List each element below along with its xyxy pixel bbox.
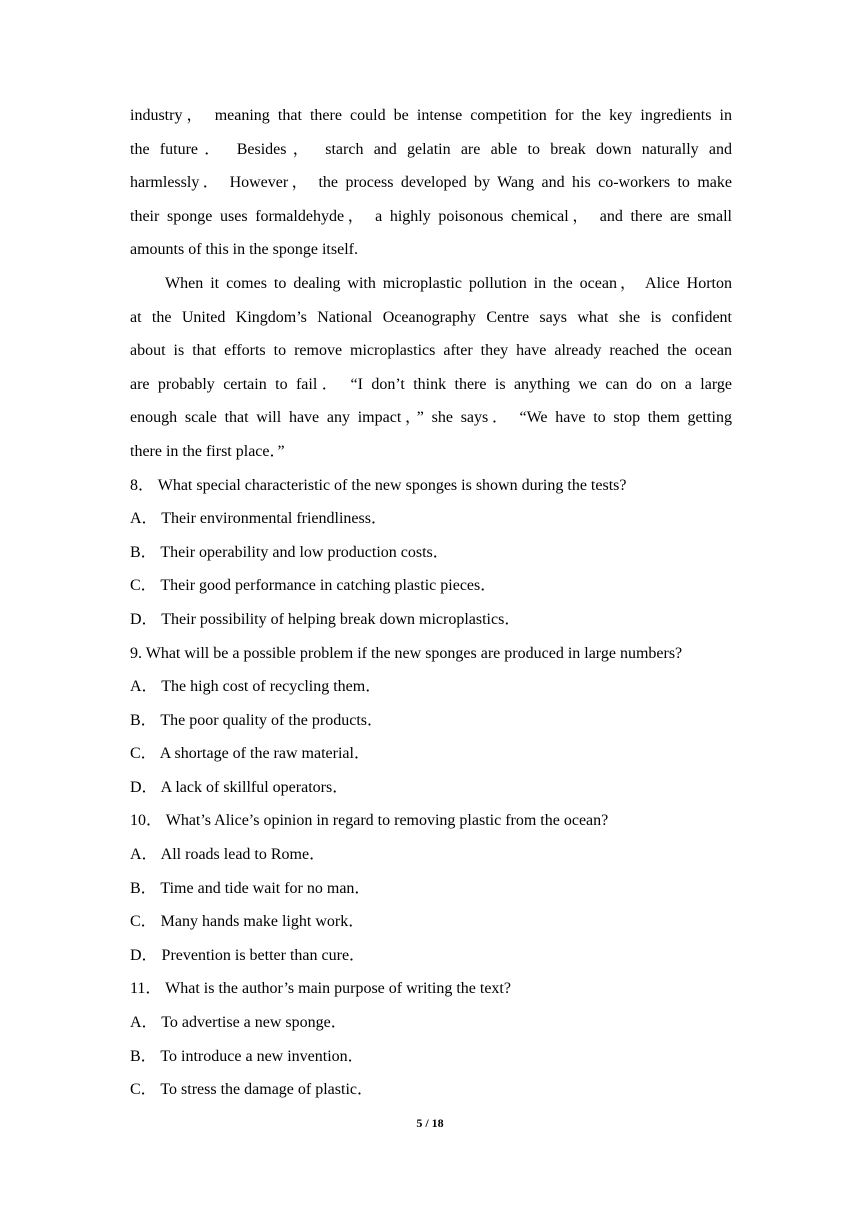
option-a: A． The high cost of recycling them．: [130, 678, 382, 696]
question-stem: 8． What special characteristic of the new sponges is shown during the tests?: [130, 476, 627, 494]
passage-line: about is that efforts to remove microplastics after they have already reached the ocean: [130, 342, 732, 360]
page-number: 5 / 18: [416, 1116, 444, 1130]
passage-line: their sponge uses formaldehyde， a highly poisonous chemical， and there are small: [130, 207, 732, 225]
page-content: [130, 99, 732, 1107]
passage-line: are probably certain to fail． “I don’t think there is anything we can do on a large: [130, 375, 732, 393]
option-c: C． Their good performance in catching plastic pieces．: [130, 577, 497, 595]
option-c: C． A shortage of the raw material．: [130, 745, 370, 763]
question-stem: 11． What is the author’s main purpose of writing the text?: [130, 980, 511, 998]
option-b: B． Time and tide wait for no man．: [130, 879, 371, 897]
passage-line: enough scale that will have any impact，” she says． “We have to stop them getting: [130, 409, 732, 427]
passage-line: the future． Besides， starch and gelatin are able to break down naturally and: [130, 140, 732, 158]
option-b: B． The poor quality of the products．: [130, 711, 384, 729]
option-c: C． Many hands make light work．: [130, 913, 365, 931]
passage-line: at the United Kingdom’s National Oceanography Centre says what she is confident: [130, 308, 732, 326]
option-b: B． To introduce a new invention．: [130, 1047, 364, 1065]
question-stem: 10． What’s Alice’s opinion in regard to removing plastic from the ocean?: [130, 812, 609, 830]
option-d: D． Their possibility of helping break down microplastics．: [130, 610, 521, 628]
passage-line: there in the first place．”: [130, 442, 285, 460]
question-9: [130, 637, 732, 805]
passage-line: industry， meaning that there could be intense competition for the key ingredients in: [130, 107, 732, 124]
option-d: D． Prevention is better than cure．: [130, 946, 366, 964]
question-11: [130, 972, 732, 1106]
option-a: A． To advertise a new sponge．: [130, 1014, 347, 1032]
option-b: B． Their operability and low production costs．: [130, 543, 449, 561]
option-a: A． Their environmental friendliness．: [130, 510, 387, 528]
option-d: D． A lack of skillful operators．: [130, 778, 349, 796]
passage-line: amounts of this in the sponge itself.: [130, 241, 358, 259]
passage-line: When it comes to dealing with microplastic pollution in the ocean， Alice Horton: [165, 274, 732, 292]
option-c: C． To stress the damage of plastic．: [130, 1081, 373, 1099]
option-a: A． All roads lead to Rome．: [130, 846, 326, 864]
question-stem: 9. What will be a possible problem if the new sponges are produced in large numbers?: [130, 644, 683, 662]
question-10: [130, 804, 732, 972]
passage-line: harmlessly． However， the process developed by Wang and his co-workers to make: [130, 174, 732, 192]
question-8: [130, 469, 732, 637]
